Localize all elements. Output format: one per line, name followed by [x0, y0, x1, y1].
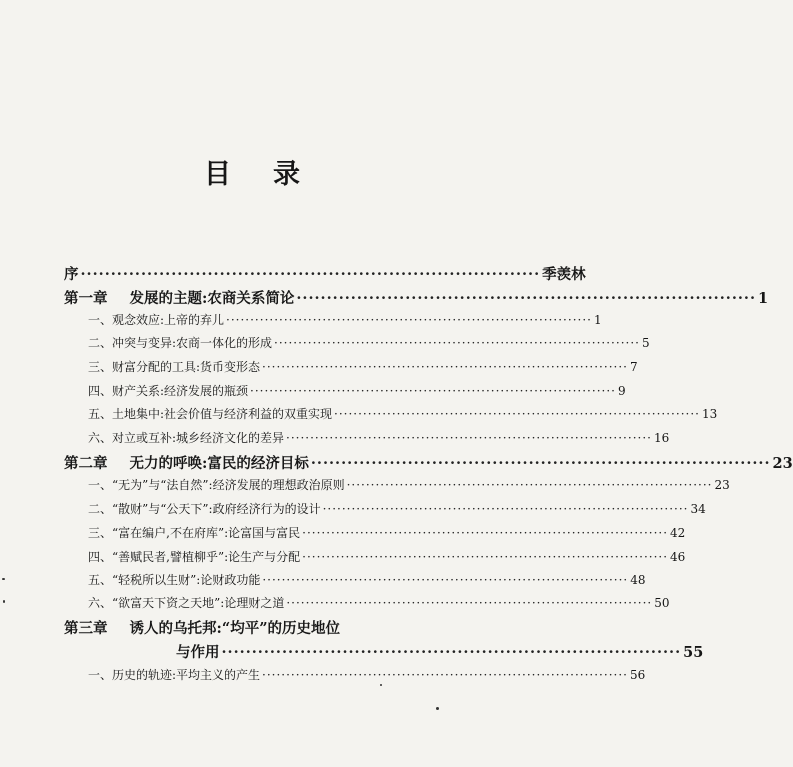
toc-entry-3-1[interactable]	[88, 666, 646, 683]
scan-speck	[2, 578, 5, 580]
dot-leader: ············································································	[80, 266, 541, 283]
toc-entry-2-6[interactable]	[88, 594, 670, 611]
toc-entry-1-1[interactable]	[88, 311, 602, 328]
toc-entry-2-4[interactable]	[88, 548, 686, 565]
page-number: 1	[758, 290, 769, 307]
scan-speck	[436, 707, 439, 710]
toc-entry-chapter-3[interactable]	[64, 617, 464, 638]
toc-entry-1-2[interactable]	[88, 334, 650, 351]
toc-entry-2-3[interactable]	[88, 524, 686, 541]
dot-leader: ············································································	[221, 644, 682, 661]
dot-leader: ············································································	[310, 455, 771, 472]
dot-leader: ············································································	[302, 550, 669, 564]
toc-entry-chapter-2[interactable]	[64, 452, 793, 473]
scan-speck	[3, 600, 5, 603]
page-number: 16	[653, 431, 670, 445]
entry-title: 五、“轻税所以生财”:论财政功能	[88, 573, 261, 587]
page-number: 48	[630, 573, 646, 587]
title-char-2: 录	[273, 159, 302, 190]
page-number: 46	[670, 550, 686, 564]
entry-title: 六、对立或互补:城乡经济文化的差异	[88, 431, 285, 445]
page-number: 季羡林	[542, 266, 586, 283]
toc-entry-1-5[interactable]	[88, 405, 718, 422]
entry-title: 四、财产关系:经济发展的瓶颈	[88, 384, 249, 398]
page-number: 13	[701, 407, 718, 421]
chapter-label: 第一章	[64, 290, 108, 307]
page-number: 23	[714, 478, 730, 492]
entry-title: 五、土地集中:社会价值与经济利益的双重实现	[88, 407, 333, 421]
page-number: 50	[654, 596, 670, 610]
chapter-label: 第二章	[64, 455, 108, 472]
entry-title: 与作用	[176, 644, 220, 661]
page-number: 1	[593, 313, 602, 327]
dot-leader: ············································································	[322, 502, 689, 516]
dot-leader: ············································································	[262, 668, 628, 682]
entry-title: 发展的主题:农商关系简论	[129, 290, 295, 307]
dot-leader: ············································································	[346, 478, 713, 492]
page-number: 56	[629, 668, 646, 682]
dot-leader: ············································································	[226, 313, 592, 327]
toc-entry-2-2[interactable]	[88, 500, 706, 517]
toc-entry-1-3[interactable]	[88, 358, 638, 375]
dot-leader: ············································································	[274, 336, 640, 350]
entry-title: 一、历史的轨迹:平均主义的产生	[88, 668, 261, 682]
entry-title: 三、“富在编户,不在府库”:论富国与富民	[88, 526, 301, 540]
toc-entry-2-5[interactable]	[88, 571, 646, 588]
dot-leader: ············································································	[302, 526, 669, 540]
page-number: 55	[683, 644, 704, 661]
page-number: 7	[629, 360, 638, 374]
entry-title: 二、“散财”与“公天下”:政府经济行为的设计	[88, 502, 321, 516]
dot-leader: ············································································	[250, 384, 616, 398]
entry-title: 无力的呼唤:富民的经济目标	[129, 455, 309, 472]
chapter-label: 第三章	[64, 620, 108, 637]
toc-entry-1-4[interactable]	[88, 382, 626, 399]
entry-title: 四、“善赋民者,譬植柳乎”:论生产与分配	[88, 550, 301, 564]
chapter-label: 序	[64, 266, 79, 283]
toc-entry-chapter-1[interactable]	[64, 287, 769, 308]
dot-leader: ············································································	[262, 573, 629, 587]
page-number: 42	[670, 526, 686, 540]
scan-speck	[380, 684, 382, 686]
entry-title: 六、“欲富天下资之天地”:论理财之道	[88, 596, 285, 610]
toc-entry-chapter-3-cont[interactable]	[176, 641, 704, 662]
toc-entry-2-1[interactable]	[88, 476, 730, 493]
dot-leader: ············································································	[286, 596, 653, 610]
page-number: 23	[772, 455, 793, 472]
dot-leader: ············································································	[286, 431, 652, 445]
page-number: 9	[617, 384, 626, 398]
toc-entry-preface[interactable]	[64, 263, 586, 284]
entry-title: 诱人的乌托邦:“均平”的历史地位	[129, 620, 341, 637]
dot-leader: ············································································	[334, 407, 700, 421]
dot-leader: ············································································	[296, 290, 757, 307]
title-char-1: 目	[204, 159, 233, 190]
entry-title: 二、冲突与变异:农商一体化的形成	[88, 336, 273, 350]
entry-title: 一、观念效应:上帝的弃儿	[88, 313, 225, 327]
page-number: 34	[690, 502, 706, 516]
entry-title: 一、“无为”与“法自然”:经济发展的理想政治原则	[88, 478, 345, 492]
dot-leader: ············································································	[262, 360, 628, 374]
page-number: 5	[641, 336, 650, 350]
entry-title: 三、财富分配的工具:货币变形态	[88, 360, 261, 374]
toc-entry-1-6[interactable]	[88, 429, 670, 446]
